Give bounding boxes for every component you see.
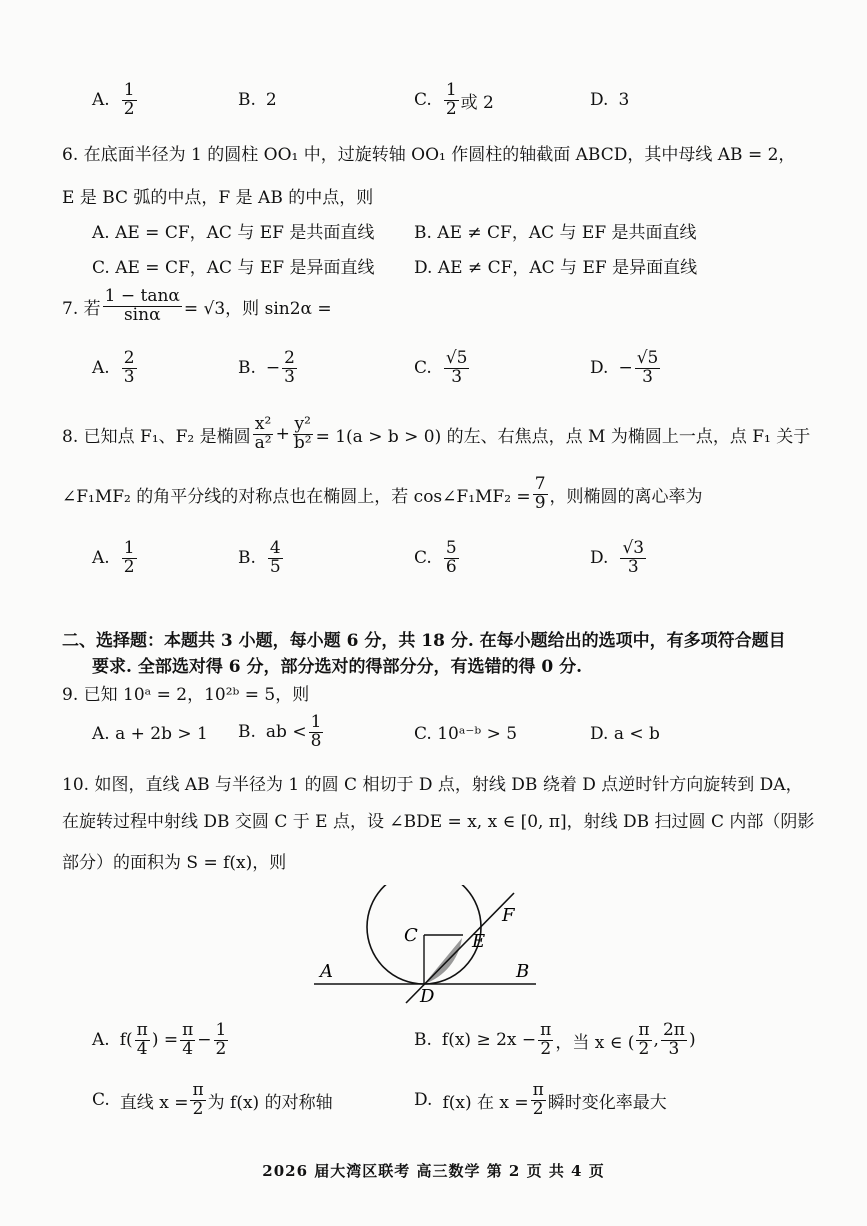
label-d: D [420, 986, 435, 1007]
q7-option-b: B. − $\frac{2}{3}$ [238, 348, 295, 387]
q10-stem-line3: 部分）的面积为 S = f(x)，则 [62, 853, 287, 873]
option-text: 或 2 [460, 92, 494, 113]
q9-option-b: B. ab < $\frac{1}{8}$ [238, 712, 322, 751]
option-label: A. [92, 90, 110, 111]
fraction: $\frac{√3}{3}$ [622, 538, 645, 577]
fraction: $\frac{√5}{3}$ [636, 348, 659, 387]
fraction: $\frac{\pi}{2}$ [540, 1020, 552, 1059]
option-label: D. [590, 90, 609, 110]
q9-option-a: A. a + 2b > 1 [92, 724, 208, 744]
fraction: $\frac{\pi}{4}$ [136, 1020, 148, 1059]
fraction: $\frac{\text{y²}}{\text{b²}}$ [293, 414, 312, 453]
page-footer: 2026 届大湾区联考 高三数学 第 2 页 共 4 页 [262, 1162, 605, 1180]
q5-option-c [414, 82, 494, 119]
q10-option-d: D. f(x) 在 x = $\frac{\pi}{2}$ 瞬时变化率最大 [414, 1080, 667, 1119]
option-label: B. [238, 90, 256, 110]
q10-option-b: B. f(x) ≥ 2x − $\frac{\pi}{2}$ ，当 x ∈ ( $\frac{\pi}{2}$ , $\frac{2\pi}{3}$ ) [414, 1020, 696, 1059]
q5-option-b [238, 90, 277, 110]
q9-stem: 9. 已知 10ᵃ = 2，10²ᵇ = 5，则 [62, 685, 310, 705]
q7-option-a: A. $\frac{2}{3}$ [92, 348, 135, 387]
fraction: $\frac{2}{3}$ [284, 348, 295, 387]
fraction: $\frac{5}{6}$ [445, 538, 457, 577]
q7-stem: 7. 若 $\frac{1 - \tan\alpha}{\sin\alpha}$ = √3，则 sin2α = [62, 286, 332, 325]
fraction: $\frac{\pi}{2}$ [532, 1080, 544, 1119]
fraction: $\frac{4}{5}$ [269, 538, 281, 577]
q8-option-a: A. $\frac{1}{2}$ [92, 538, 135, 577]
option-text: 3 [618, 90, 630, 110]
q8-stem-line1: 8. 已知点 F₁、F₂ 是椭圆 $\frac{\text{x²}}{\text{a²}}$ + $\frac{\text{y²}}{\text{b²}}$ = 1(a > b > 0) 的左、右焦点，点 M 为椭圆上一点，点 F₁ 关于 [62, 414, 811, 453]
q10-stem-line1: 10. 如图，直线 AB 与半径为 1 的圆 C 相切于 D 点，射线 DB 绕着 D 点逆时针方向旋转到 DA， [62, 775, 803, 795]
fraction: $\frac{\pi}{2}$ [192, 1080, 204, 1119]
fraction: $\frac{1 - \tan\alpha}{\sin\alpha}$ [104, 286, 180, 325]
q8-option-b: B. $\frac{4}{5}$ [238, 538, 281, 577]
label-a: A [320, 961, 333, 982]
section-heading-line2: 要求. 全部选对得 6 分，部分选对的得部分分，有选错的得 0 分. [92, 657, 583, 677]
q7-option-c: C. $\frac{√5}{3}$ [414, 348, 468, 387]
label-f: F [502, 905, 515, 926]
q6-option-b: B. AE ≠ CF，AC 与 EF 是共面直线 [414, 223, 697, 243]
fraction: $\frac{1}{2}$ [123, 80, 135, 119]
label-b: B [516, 961, 530, 982]
label-c: C [404, 925, 418, 946]
fraction: $\frac{\text{x²}}{\text{a²}}$ [254, 414, 272, 453]
q5-option-a [92, 82, 139, 119]
fraction: $\frac{\pi}{2}$ [638, 1020, 650, 1059]
q10-figure [300, 885, 560, 1010]
q6-stem-line2: E 是 BC 弧的中点，F 是 AB 的中点，则 [62, 188, 374, 208]
section-heading-line1: 二、选择题：本题共 3 小题，每小题 6 分，共 18 分. 在每小题给出的选项中，有多项符合题目 [62, 631, 786, 651]
fraction: $\frac{1}{8}$ [310, 712, 322, 751]
q6-stem-line1: 6. 在底面半径为 1 的圆柱 OO₁ 中，过旋转轴 OO₁ 作圆柱的轴截面 ABCD，其中母线 AB = 2， [62, 145, 796, 165]
q8-stem-line2: ∠F₁MF₂ 的角平分线的对称点也在椭圆上，若 cos∠F₁MF₂ = $\frac{7}{9}$ ，则椭圆的离心率为 [62, 474, 703, 513]
shaded-region [424, 938, 462, 984]
q10-option-c: C. 直线 x = $\frac{\pi}{2}$ 为 f(x) 的对称轴 [92, 1080, 333, 1119]
q5-option-d [590, 90, 629, 110]
fraction: $\frac{1}{2}$ [123, 538, 135, 577]
fraction: $\frac{√5}{3}$ [445, 348, 468, 387]
fraction: $\frac{7}{9}$ [534, 474, 546, 513]
q6-option-c: C. AE = CF，AC 与 EF 是异面直线 [92, 258, 375, 278]
q9-option-d: D. a < b [590, 724, 660, 744]
fraction: $\frac{1}{2}$ [445, 80, 457, 119]
q8-option-c: C. $\frac{5}{6}$ [414, 538, 457, 577]
option-label: C. [414, 90, 432, 111]
q9-option-c: C. 10ᵃ⁻ᵇ > 5 [414, 724, 518, 744]
fraction: $\frac{2\pi}{3}$ [662, 1020, 685, 1059]
fraction: $\frac{\pi}{4}$ [182, 1020, 194, 1059]
fraction: $\frac{1}{2}$ [215, 1020, 227, 1059]
q8-option-d: D. $\frac{√3}{3}$ [590, 538, 645, 577]
q10-stem-line2: 在旋转过程中射线 DB 交圆 C 于 E 点，设 ∠BDE = x, x ∈ [0, π]，射线 DB 扫过圆 C 内部（阴影 [62, 812, 815, 832]
fraction: $\frac{2}{3}$ [123, 348, 135, 387]
q10-option-a: A. f( $\frac{\pi}{4}$ ) = $\frac{\pi}{4}$ − $\frac{1}{2}$ [92, 1020, 227, 1059]
q7-option-d: D. − $\frac{√5}{3}$ [590, 348, 659, 387]
label-e: E [472, 931, 486, 952]
option-text: 2 [265, 90, 277, 110]
q6-option-a: A. AE = CF，AC 与 EF 是共面直线 [92, 223, 375, 243]
q6-option-d: D. AE ≠ CF，AC 与 EF 是异面直线 [414, 258, 698, 278]
